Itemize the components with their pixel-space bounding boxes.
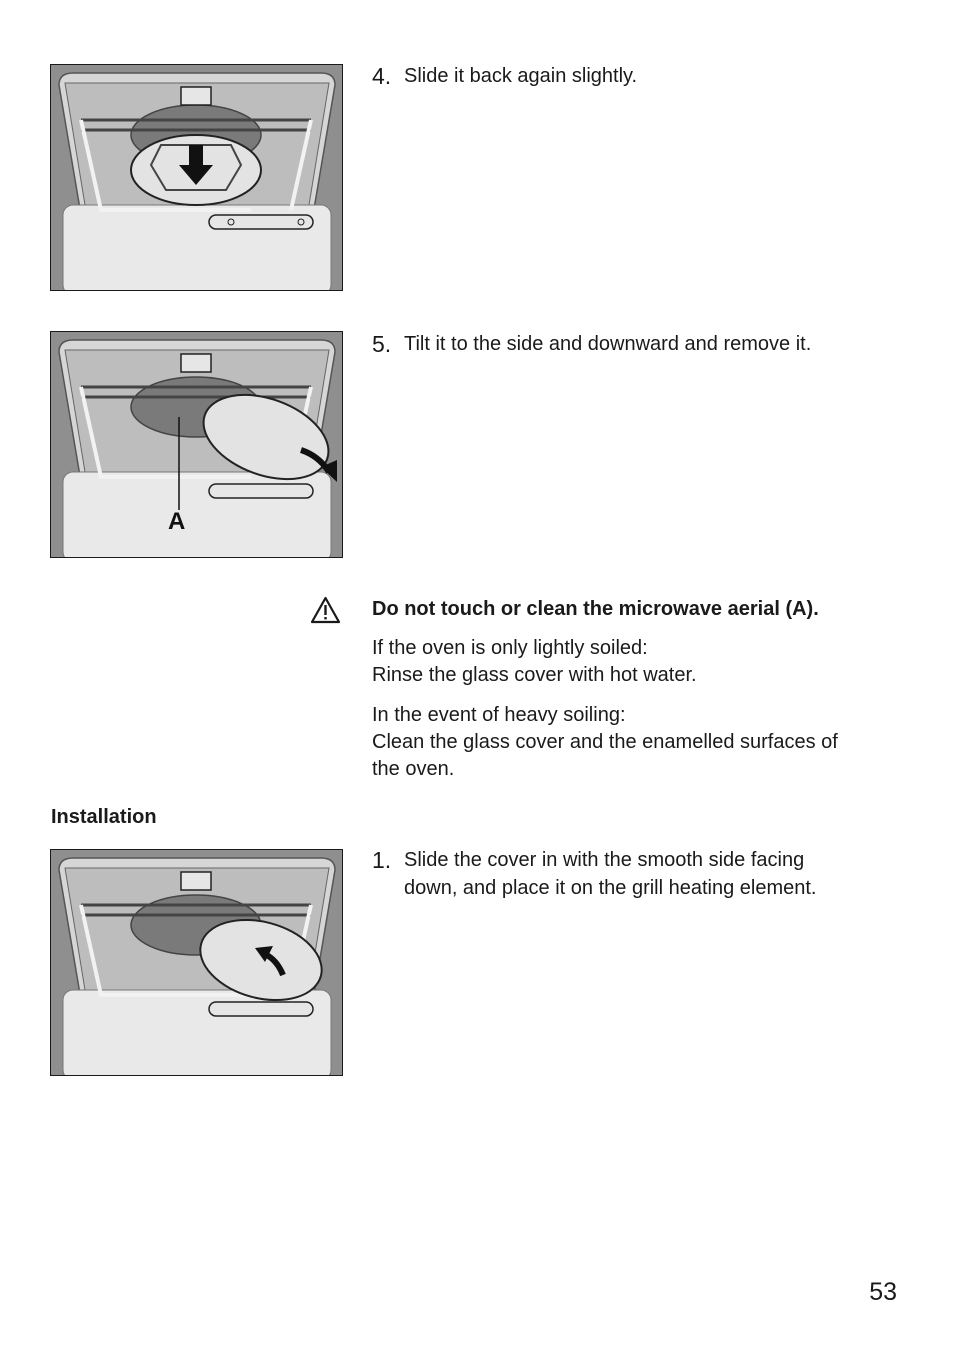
warning-triangle-icon bbox=[310, 596, 341, 624]
figure-slide-in bbox=[50, 849, 343, 1076]
step-text bbox=[404, 846, 912, 902]
step-number: 1. bbox=[372, 847, 392, 873]
step-4 bbox=[372, 62, 912, 90]
step-text: Tilt it to the side and downward and remove it. bbox=[404, 333, 812, 355]
step-number: 4. bbox=[372, 63, 392, 89]
step-text-line: down, and place it on the grill heating element. bbox=[404, 877, 817, 899]
callout-label-a: A bbox=[168, 508, 186, 535]
heavy-soiling-line: the oven. bbox=[372, 758, 455, 780]
section-heading-installation: Installation bbox=[51, 806, 157, 828]
step-text-line: Slide the cover in with the smooth side facing bbox=[404, 849, 805, 871]
page-number: 53 bbox=[869, 1278, 897, 1306]
heavy-soiling-paragraph bbox=[372, 702, 902, 783]
step-text: Slide it back again slightly. bbox=[404, 65, 638, 87]
heavy-soiling-line: Clean the glass cover and the enamelled surfaces of bbox=[372, 731, 838, 753]
light-soiling-line: Rinse the glass cover with hot water. bbox=[372, 664, 697, 686]
light-soiling-paragraph bbox=[372, 635, 902, 689]
heavy-soiling-line: In the event of heavy soiling: bbox=[372, 704, 626, 726]
step-1 bbox=[372, 846, 912, 902]
figure-tilt-remove bbox=[50, 331, 343, 558]
step-5 bbox=[372, 330, 912, 358]
figure-slide-back bbox=[50, 64, 343, 291]
light-soiling-line: If the oven is only lightly soiled: bbox=[372, 637, 648, 659]
warning-heading: Do not touch or clean the microwave aerial (A). bbox=[372, 598, 819, 620]
step-number: 5. bbox=[372, 331, 392, 357]
